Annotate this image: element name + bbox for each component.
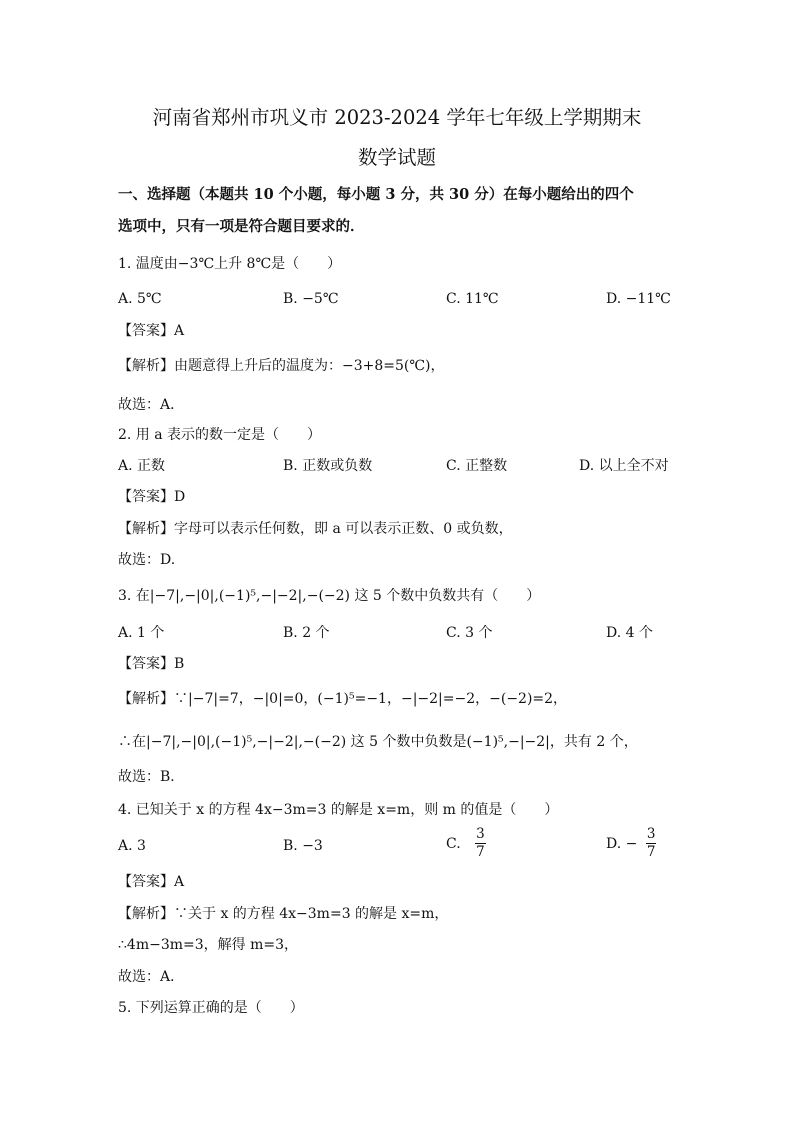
- q2-option-a: A. 正数: [118, 458, 166, 474]
- q3-answer: 【答案】B: [118, 656, 185, 672]
- q2-stem: 2. 用 a 表示的数一定是（ ）: [118, 427, 322, 443]
- q4-option-c-denominator: 7: [476, 844, 485, 860]
- q1-option-a: A. 5℃: [118, 291, 162, 307]
- q3-conclusion: 故选：B．: [118, 769, 185, 785]
- q4-options: [118, 826, 678, 866]
- q2-option-d: D. 以上全不对: [579, 458, 669, 474]
- q2-answer: 【答案】D: [118, 489, 186, 505]
- q4-option-c-fraction: [475, 826, 486, 861]
- q3-analysis-2: ∴在|−7|,−|0|,(−1)⁵,−|−2|,−(−2) 这 5 个数中负数是(−1)⁵,−|−2|，共有 2 个，: [118, 734, 638, 750]
- q3-stem: 3. 在|−7|,−|0|,(−1)⁵,−|−2|,−(−2) 这 5 个数中负数共有（ ）: [118, 588, 541, 604]
- q3-option-c: C. 3 个: [446, 625, 493, 641]
- section-heading-line-2: 选项中，只有一项是符合题目要求的．: [118, 218, 365, 235]
- q4-option-c: [446, 826, 486, 861]
- q4-answer: 【答案】A: [118, 874, 185, 890]
- q4-option-d-numerator: 3: [646, 826, 656, 842]
- q1-option-b: B. −5℃: [283, 291, 339, 307]
- q2-analysis: 【解析】字母可以表示任何数，即 a 可以表示正数、0 或负数，: [118, 521, 513, 537]
- q4-option-d-fraction: [646, 826, 657, 861]
- title-line-2: 数学试题: [357, 146, 436, 169]
- q1-answer: 【答案】A: [118, 323, 185, 339]
- q1-conclusion: 故选：A．: [118, 397, 185, 413]
- q4-analysis: 【解析】∵关于 x 的方程 4x−3m=3 的解是 x=m，: [118, 906, 449, 922]
- q5-stem: 5. 下列运算正确的是（ ）: [118, 1000, 304, 1016]
- q2-option-b: B. 正数或负数: [283, 458, 373, 474]
- q3-option-d: D. 4 个: [606, 625, 653, 641]
- q2-option-c: C. 正整数: [446, 458, 508, 474]
- q4-stem: 4. 已知关于 x 的方程 4x−3m=3 的解是 x=m，则 m 的值是（ ）: [118, 802, 559, 818]
- q1-stem: 1. 温度由−3℃上升 8℃是（ ）: [118, 256, 342, 272]
- q4-option-b: B. −3: [283, 838, 323, 854]
- q3-option-b: B. 2 个: [283, 625, 330, 641]
- q4-option-d-denominator: 7: [646, 844, 656, 860]
- q3-option-a: A. 1 个: [118, 625, 165, 641]
- q4-conclusion: 故选：A．: [118, 969, 185, 985]
- q4-option-d-label: D. −: [606, 835, 638, 852]
- q2-conclusion: 故选：D.: [118, 552, 176, 568]
- q4-option-c-label: C.: [446, 835, 461, 852]
- q4-option-d: [606, 826, 656, 861]
- title-line-1: 河南省郑州市巩义市 2023-2024 学年七年级上学期期末: [152, 106, 642, 129]
- q1-option-d: D. −11℃: [606, 291, 671, 307]
- q3-analysis: 【解析】∵|−7|=7，−|0|=0，(−1)⁵=−1，−|−2|=−2，−(−2)=2，: [118, 691, 568, 707]
- q4-option-c-numerator: 3: [476, 826, 485, 842]
- q4-analysis-2: ∴4m−3m=3，解得 m=3，: [118, 937, 299, 953]
- q1-analysis: 【解析】由题意得上升后的温度为：−3+8=5(℃)，: [118, 358, 445, 374]
- section-heading-line-1: 一、选择题（本题共 10 个小题，每小题 3 分，共 30 分）在每小题给出的四个: [118, 186, 634, 203]
- q4-option-a: A. 3: [118, 838, 146, 854]
- q1-option-c: C. 11℃: [446, 291, 499, 307]
